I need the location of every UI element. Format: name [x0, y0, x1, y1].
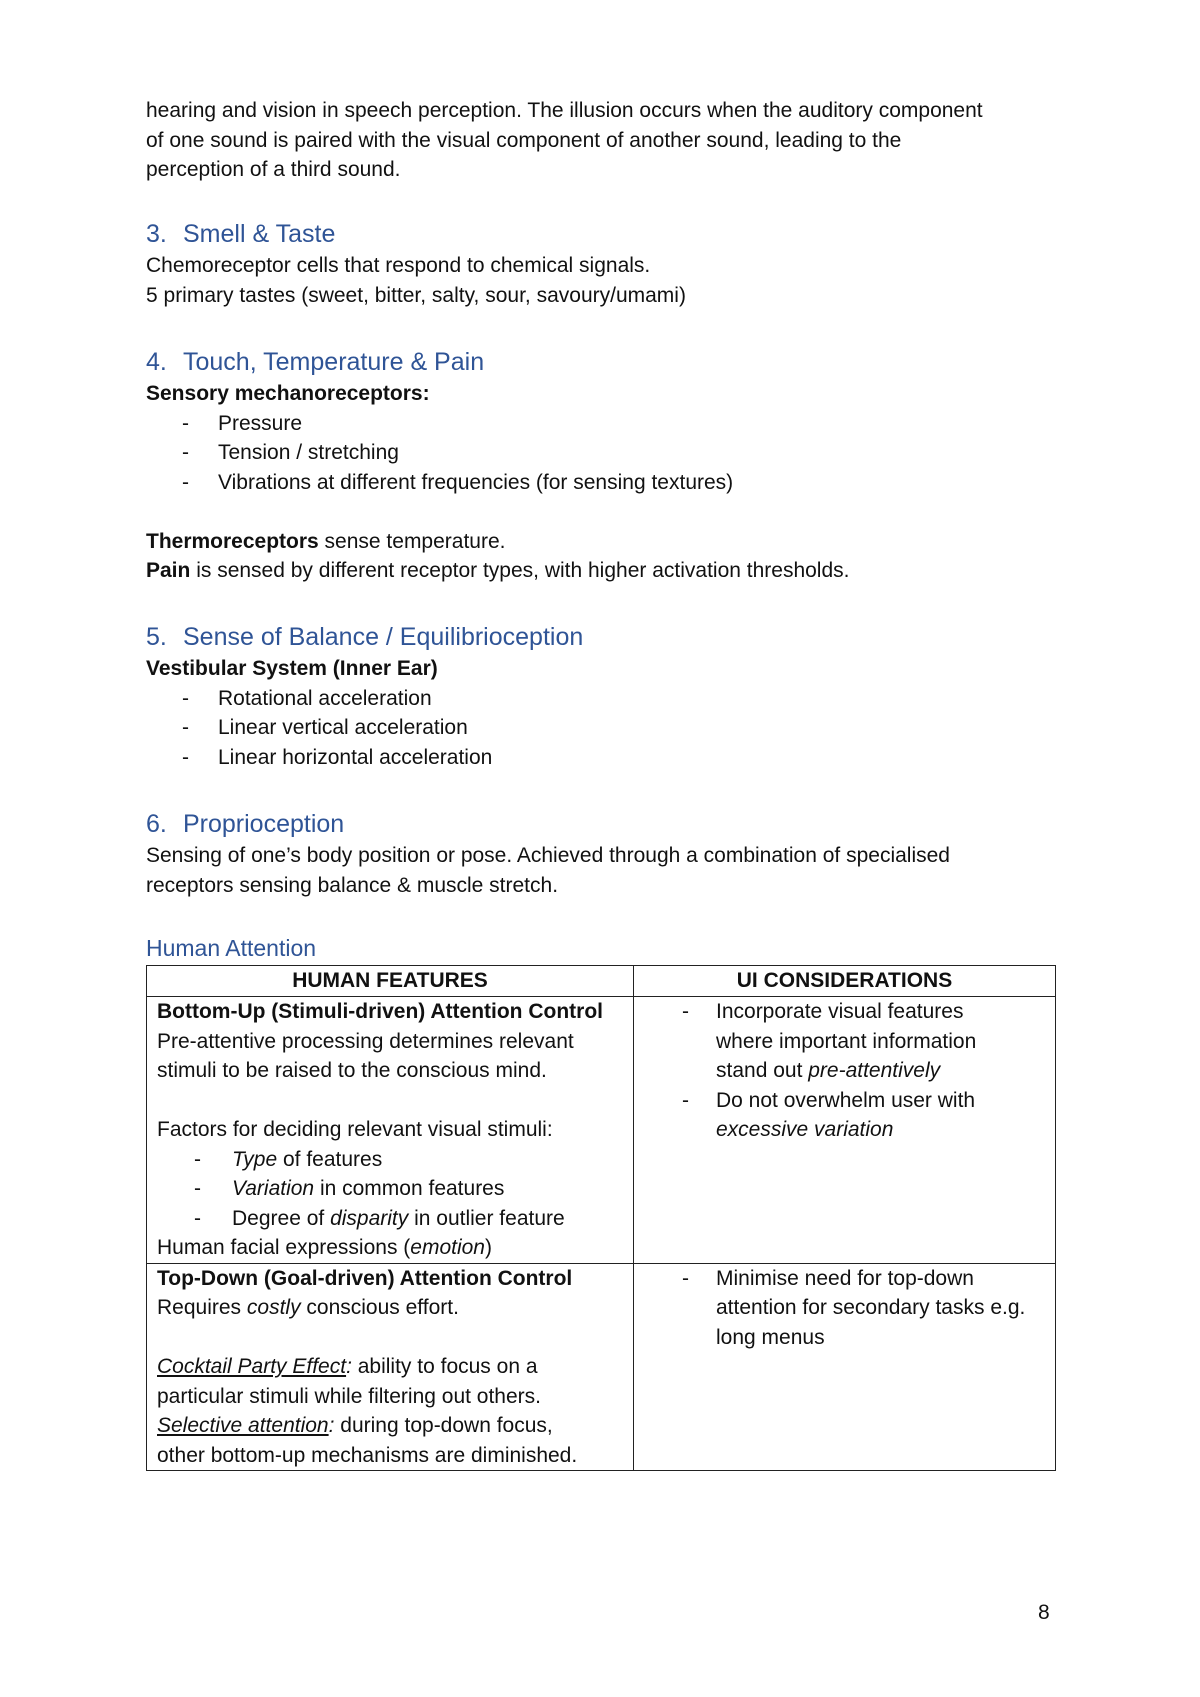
text-span: sense temperature.: [318, 529, 506, 553]
list-item: [157, 1204, 623, 1234]
list-item: [146, 468, 1056, 498]
section-heading: [146, 345, 1056, 379]
text-span: :: [328, 1414, 335, 1437]
subheading: Vestibular System (Inner Ear): [146, 657, 438, 680]
list-item: [644, 1086, 1045, 1145]
text-line: perception of a third sound.: [146, 158, 401, 181]
text-line: [146, 556, 1056, 586]
table-row: [147, 1263, 1056, 1471]
list-item: [146, 713, 1056, 743]
text-line: [157, 1293, 623, 1323]
text-line: Sensing of one’s body position or pose. Achieved through a combination of specialised: [146, 844, 950, 867]
text-span: ): [485, 1236, 492, 1259]
text-line: attention for secondary tasks e.g.: [716, 1296, 1026, 1319]
dash-bullet: -: [182, 470, 189, 494]
column-header: HUMAN FEATURES: [147, 966, 634, 997]
dash-bullet: -: [682, 1266, 689, 1290]
list-item: [644, 997, 1045, 1086]
table-cell: [147, 1263, 634, 1471]
dash-bullet: -: [194, 1206, 201, 1230]
text-line: [716, 1115, 1045, 1145]
bold-term: Thermoreceptors: [146, 529, 319, 553]
text-span: during top-down focus,: [334, 1414, 553, 1437]
dash-list: [644, 997, 1045, 1145]
emphasis: Variation: [232, 1177, 315, 1200]
dash-bullet: -: [182, 686, 189, 710]
dash-bullet: -: [182, 411, 189, 435]
bold-term: Pain: [146, 559, 191, 582]
section-heading: [146, 217, 1056, 251]
row-title: Top-Down (Goal-driven) Attention Control: [157, 1266, 573, 1290]
text-line: long menus: [716, 1325, 825, 1349]
text-span: Human facial expressions (: [157, 1236, 411, 1259]
emphasis: costly: [246, 1296, 301, 1319]
list-item: [157, 1174, 623, 1204]
emphasis: Type: [232, 1147, 278, 1171]
table-cell: [634, 997, 1056, 1264]
text-line: Minimise need for top-down: [716, 1266, 974, 1290]
section-heading: [146, 620, 1056, 654]
list-item-text: Pressure: [218, 411, 303, 435]
dash-list: [157, 1145, 623, 1234]
dash-bullet: -: [182, 716, 189, 739]
section-title: Smell & Taste: [183, 220, 336, 248]
text-span: in outlier feature: [408, 1206, 565, 1230]
text-line: particular stimuli while filtering out others.: [157, 1384, 541, 1408]
list-item: [146, 684, 1056, 714]
text-span: conscious effort.: [300, 1296, 459, 1319]
table-header-row: [147, 966, 1056, 997]
table-cell: [147, 997, 634, 1264]
list-item-text: Vibrations at different frequencies (for sensing textures): [218, 470, 734, 494]
text-line: [157, 1233, 623, 1263]
section-proprioception: [146, 807, 1056, 900]
text-line: [716, 1056, 1045, 1086]
section-balance: [146, 620, 1056, 772]
text-span: of features: [277, 1147, 383, 1171]
text-line: where important information: [716, 1029, 977, 1053]
dash-bullet: -: [182, 745, 189, 769]
emphasis: pre-attentively: [808, 1059, 941, 1082]
text-span: is sensed by different receptor types, with higher activation thresholds.: [190, 559, 850, 582]
text-line: 5 primary tastes (sweet, bitter, salty, sour, savoury/umami): [146, 283, 686, 307]
section-number: 4.: [146, 348, 167, 376]
emphasis: emotion: [410, 1236, 485, 1259]
section-title: Sense of Balance / Equilibrioception: [183, 623, 584, 651]
section-title: Proprioception: [183, 810, 345, 838]
text-line: of one sound is paired with the visual component of another sound, leading to the: [146, 128, 902, 152]
section-smell-taste: [146, 217, 1056, 310]
list-item: [146, 438, 1056, 468]
emphasis: excessive variation: [716, 1118, 894, 1141]
section-touch-temperature-pain: [146, 345, 1056, 586]
list-item-text: Tension / stretching: [218, 441, 399, 464]
dash-bullet: -: [682, 1088, 689, 1112]
text-span: stand out: [716, 1059, 809, 1082]
dash-list: [146, 409, 1056, 498]
text-line: Incorporate visual features: [716, 1000, 964, 1023]
section-heading: [146, 807, 1056, 841]
underlined-term: Cocktail Party Effect: [157, 1355, 347, 1378]
underlined-term: Selective attention: [157, 1414, 329, 1437]
text-span: in common features: [314, 1177, 505, 1200]
text-line: [146, 527, 1056, 557]
text-line: [157, 1352, 623, 1382]
text-line: Factors for deciding relevant visual stimuli:: [157, 1118, 553, 1141]
emphasis: disparity: [330, 1206, 409, 1230]
list-item: [146, 743, 1056, 773]
intro-paragraph: [146, 96, 1056, 185]
dash-bullet: -: [682, 1000, 689, 1023]
section-number: 3.: [146, 220, 167, 248]
list-item: [157, 1145, 623, 1175]
text-span: Requires: [157, 1296, 247, 1319]
text-span: :: [346, 1355, 352, 1378]
table-row: [147, 997, 1056, 1264]
text-span: ability to focus on a: [351, 1355, 538, 1378]
attention-table: [146, 965, 1056, 1471]
text-line: stimuli to be raised to the conscious mind.: [157, 1059, 547, 1082]
dash-bullet: -: [194, 1177, 201, 1200]
text-line: [157, 1411, 623, 1441]
text-line: Pre-attentive processing determines relevant: [157, 1029, 574, 1053]
page-number: 8: [1038, 1601, 1050, 1624]
dash-bullet: -: [182, 441, 189, 464]
table-cell: [634, 1263, 1056, 1471]
list-item: [644, 1264, 1045, 1353]
section-number: 5.: [146, 623, 167, 651]
text-line: receptors sensing balance & muscle stretch.: [146, 873, 559, 897]
subheading: Sensory mechanoreceptors:: [146, 382, 430, 405]
dash-list: [644, 1264, 1045, 1353]
section-number: 6.: [146, 810, 167, 838]
section-title: Touch, Temperature & Pain: [183, 348, 485, 376]
list-item: [146, 409, 1056, 439]
row-title: Bottom-Up (Stimuli-driven) Attention Control: [157, 1000, 603, 1023]
list-item-text: Linear vertical acceleration: [218, 716, 468, 739]
list-item-text: Linear horizontal acceleration: [218, 745, 493, 769]
dash-list: [146, 684, 1056, 773]
text-line: Chemoreceptor cells that respond to chemical signals.: [146, 254, 651, 277]
text-line: hearing and vision in speech perception. The illusion occurs when the auditory component: [146, 99, 983, 122]
column-header: UI CONSIDERATIONS: [634, 966, 1056, 997]
text-span: Degree of: [232, 1206, 331, 1230]
text-line: Do not overwhelm user with: [716, 1088, 976, 1112]
human-attention-heading: Human Attention: [146, 935, 317, 961]
list-item-text: Rotational acceleration: [218, 686, 432, 710]
text-line: other bottom-up mechanisms are diminished.: [157, 1443, 578, 1467]
dash-bullet: -: [194, 1147, 201, 1171]
